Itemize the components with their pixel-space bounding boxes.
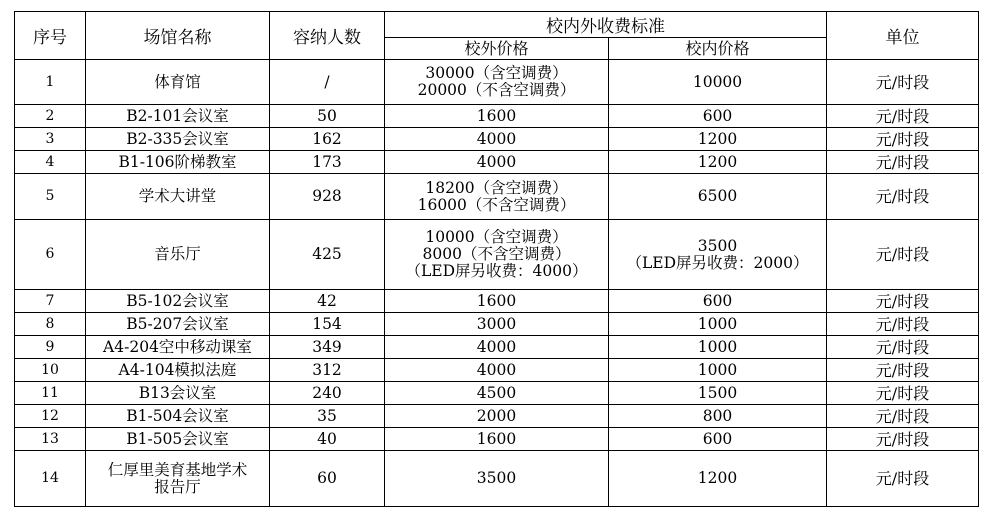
table-row: [15, 128, 979, 151]
capacity-cell: 35: [270, 405, 385, 428]
row-index-cell: 12: [15, 405, 86, 428]
internal-price-cell-line: 10000: [692, 72, 743, 91]
external-price-cell: [385, 105, 609, 128]
internal-price-cell-line: 1200: [697, 152, 738, 171]
internal-price-cell-line: 600: [702, 291, 733, 310]
external-price-cell: [385, 336, 609, 359]
internal-price-cell-line: 1000: [697, 314, 738, 333]
internal-price-cell-line: 1500: [697, 383, 738, 402]
header-price-group: 校内外收费标准: [385, 12, 827, 38]
external-price-cell-line: 16000（不含空调费）: [417, 195, 576, 214]
header-index: 序号: [15, 12, 86, 60]
header-internal-price: 校内价格: [609, 38, 827, 60]
external-price-cell: [385, 128, 609, 151]
external-price-cell-line: 4000: [476, 129, 517, 148]
header-unit: 单位: [827, 12, 979, 60]
internal-price-cell-line: 3500: [697, 236, 738, 255]
venue-name-cell: [86, 451, 270, 507]
venue-name-cell: B2-335会议室: [86, 128, 270, 151]
table-row: [15, 151, 979, 174]
internal-price-cell-line: 1200: [697, 129, 738, 148]
external-price-cell-line: 4000: [476, 337, 517, 356]
external-price-cell-line: 4000: [476, 152, 517, 171]
internal-price-cell-line: 1200: [697, 469, 738, 487]
external-price-cell: [385, 382, 609, 405]
unit-cell: 元/时段: [827, 290, 979, 313]
internal-price-cell: [609, 105, 827, 128]
internal-price-cell-line: 1000: [697, 360, 738, 379]
capacity-cell: 173: [270, 151, 385, 174]
external-price-cell: [385, 428, 609, 451]
venue-name-cell: B13会议室: [86, 382, 270, 405]
table-row: [15, 359, 979, 382]
internal-price-cell: [609, 60, 827, 105]
external-price-cell-line: 20000（不含空调费）: [417, 81, 576, 99]
internal-price-cell-line: 1000: [697, 337, 738, 356]
capacity-cell: /: [270, 60, 385, 105]
external-price-cell: [385, 313, 609, 336]
external-price-cell-line: 4000: [476, 360, 517, 379]
table-header: [15, 12, 979, 60]
capacity-cell: 312: [270, 359, 385, 382]
unit-cell: 元/时段: [827, 336, 979, 359]
external-price-cell-line: 3500: [476, 469, 517, 487]
venue-name-cell: B5-102会议室: [86, 290, 270, 313]
unit-cell: 元/时段: [827, 220, 979, 290]
row-index-cell: 2: [15, 105, 86, 128]
capacity-cell: 928: [270, 174, 385, 220]
internal-price-cell: [609, 128, 827, 151]
venue-name-cell: B1-505会议室: [86, 428, 270, 451]
external-price-cell-line: 2000: [476, 406, 517, 425]
row-index-cell: 9: [15, 336, 86, 359]
internal-price-cell: [609, 336, 827, 359]
venue-name-cell-line: 仁厚里美育基地学术: [107, 460, 248, 479]
venue-name-cell: 学术大讲堂: [86, 174, 270, 220]
capacity-cell: 40: [270, 428, 385, 451]
row-index-cell: 7: [15, 290, 86, 313]
internal-price-cell: [609, 290, 827, 313]
external-price-cell-line: 30000（含空调费）: [425, 64, 568, 82]
unit-cell: 元/时段: [827, 451, 979, 507]
venue-name-cell-line: 报告厅: [154, 477, 201, 496]
unit-cell: 元/时段: [827, 105, 979, 128]
unit-cell: 元/时段: [827, 151, 979, 174]
header-capacity: 容纳人数: [270, 12, 385, 60]
internal-price-cell: [609, 382, 827, 405]
internal-price-cell-line: 600: [702, 106, 733, 125]
row-index-cell: 3: [15, 128, 86, 151]
unit-cell: 元/时段: [827, 382, 979, 405]
table-row: [15, 313, 979, 336]
venue-fee-table: [14, 11, 979, 507]
internal-price-cell: [609, 405, 827, 428]
capacity-cell: 240: [270, 382, 385, 405]
capacity-cell: 425: [270, 220, 385, 290]
venue-name-cell: B1-106阶梯教室: [86, 151, 270, 174]
capacity-cell: 50: [270, 105, 385, 128]
table-row: [15, 382, 979, 405]
external-price-cell: [385, 220, 609, 290]
internal-price-cell: [609, 174, 827, 220]
external-price-cell: [385, 174, 609, 220]
table-row: [15, 60, 979, 105]
external-price-cell: [385, 60, 609, 105]
row-index-cell: 4: [15, 151, 86, 174]
unit-cell: 元/时段: [827, 359, 979, 382]
venue-name-cell: A4-104模拟法庭: [86, 359, 270, 382]
capacity-cell: 60: [270, 451, 385, 507]
table-row: [15, 290, 979, 313]
external-price-cell: [385, 359, 609, 382]
table-body: [15, 60, 979, 507]
external-price-cell: [385, 290, 609, 313]
internal-price-cell: [609, 428, 827, 451]
table-row: [15, 336, 979, 359]
table-row: [15, 174, 979, 220]
capacity-cell: 42: [270, 290, 385, 313]
internal-price-cell-line: 6500: [697, 187, 738, 205]
table-row: [15, 105, 979, 128]
row-index-cell: 13: [15, 428, 86, 451]
header-venue: 场馆名称: [86, 12, 270, 60]
venue-name-cell: 音乐厅: [86, 220, 270, 290]
capacity-cell: 162: [270, 128, 385, 151]
external-price-cell-line: 3000: [476, 314, 517, 333]
unit-cell: 元/时段: [827, 174, 979, 220]
internal-price-cell: [609, 313, 827, 336]
capacity-cell: 154: [270, 313, 385, 336]
row-index-cell: 14: [15, 451, 86, 507]
table-row: [15, 428, 979, 451]
internal-price-cell: [609, 359, 827, 382]
unit-cell: 元/时段: [827, 60, 979, 105]
venue-name-cell: B5-207会议室: [86, 313, 270, 336]
internal-price-cell-line: （LED屏另收费：2000）: [626, 253, 809, 272]
row-index-cell: 10: [15, 359, 86, 382]
venue-name-cell: B2-101会议室: [86, 105, 270, 128]
external-price-cell: [385, 151, 609, 174]
external-price-cell-line: 1600: [476, 429, 517, 448]
venue-name-cell: A4-204空中移动课室: [86, 336, 270, 359]
table-row: [15, 405, 979, 428]
header-external-price: 校外价格: [385, 38, 609, 60]
external-price-cell-line: 10000（含空调费）: [425, 228, 568, 246]
internal-price-cell: [609, 151, 827, 174]
external-price-cell: [385, 451, 609, 507]
venue-name-cell: B1-504会议室: [86, 405, 270, 428]
internal-price-cell-line: 800: [702, 406, 733, 425]
internal-price-cell-line: 600: [702, 429, 733, 448]
external-price-cell-line: 4500: [476, 383, 517, 402]
venue-fee-table-container: [14, 11, 979, 507]
unit-cell: 元/时段: [827, 313, 979, 336]
row-index-cell: 6: [15, 220, 86, 290]
external-price-cell-line: 8000（不含空调费）: [422, 245, 571, 263]
external-price-cell-line: 1600: [476, 106, 517, 125]
external-price-cell-line: 18200（含空调费）: [425, 178, 568, 197]
capacity-cell: 349: [270, 336, 385, 359]
table-row: [15, 220, 979, 290]
external-price-cell-line: 1600: [476, 291, 517, 310]
table-row: [15, 451, 979, 507]
row-index-cell: 11: [15, 382, 86, 405]
external-price-cell-line: （LED屏另收费：4000）: [405, 262, 588, 280]
venue-name-cell: 体育馆: [86, 60, 270, 105]
unit-cell: 元/时段: [827, 405, 979, 428]
internal-price-cell: [609, 451, 827, 507]
internal-price-cell: [609, 220, 827, 290]
row-index-cell: 1: [15, 60, 86, 105]
unit-cell: 元/时段: [827, 128, 979, 151]
row-index-cell: 8: [15, 313, 86, 336]
unit-cell: 元/时段: [827, 428, 979, 451]
external-price-cell: [385, 405, 609, 428]
row-index-cell: 5: [15, 174, 86, 220]
